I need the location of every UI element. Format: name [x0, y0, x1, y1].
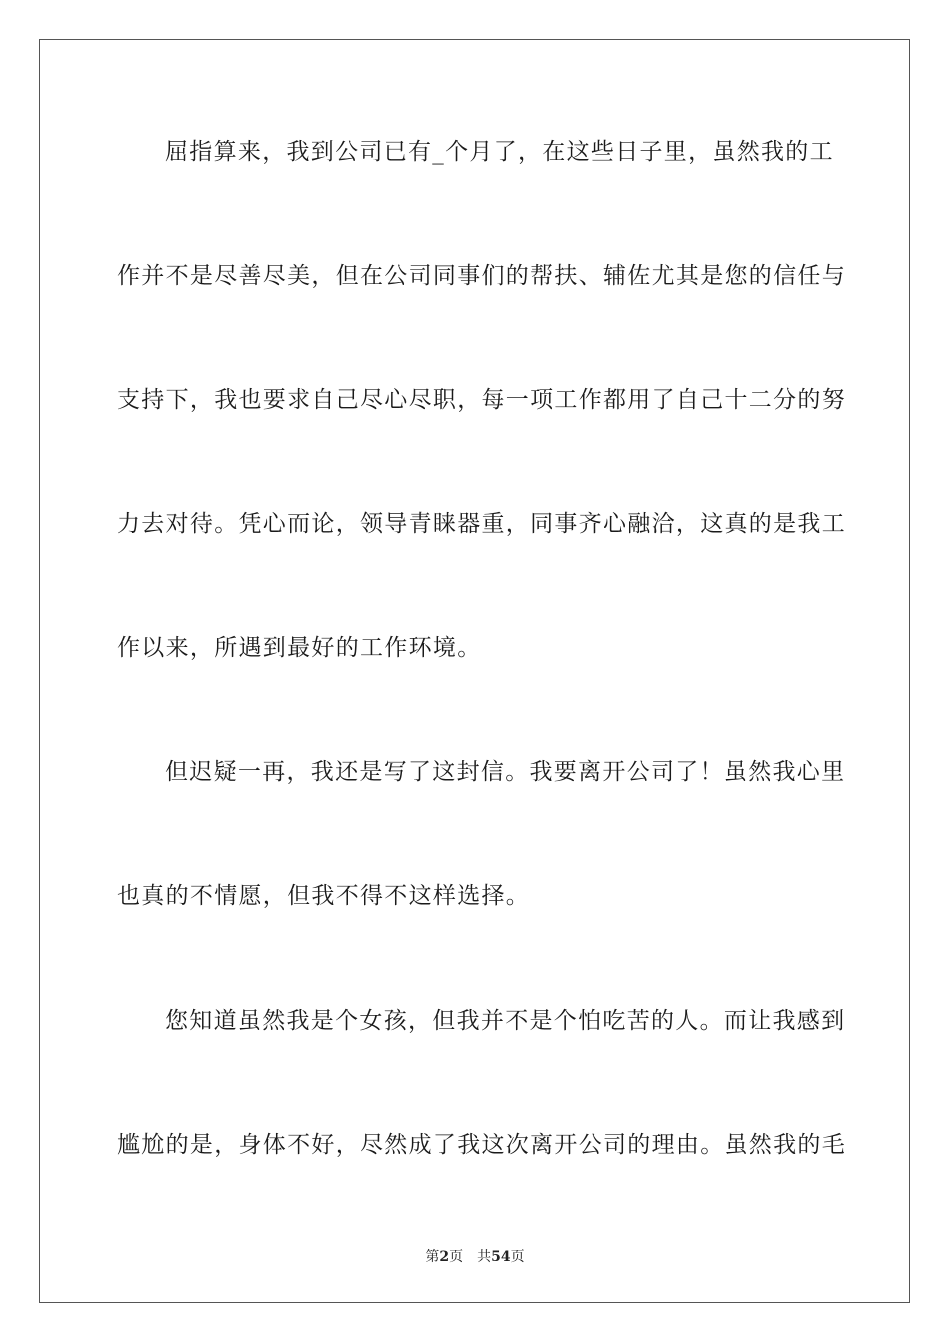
paragraph-3-line-1: 您知道虽然我是个女孩，但我并不是个怕吃苦的人。而让我感到 [165, 1008, 846, 1034]
total-suffix: 页 [510, 1249, 525, 1265]
paragraph-2-line-2: 也真的不情愿，但我不得不这样选择。 [117, 883, 531, 909]
paragraph-3-line-2: 尴尬的是，身体不好，尽然成了我这次离开公司的理由。虽然我的毛 [117, 1132, 846, 1158]
paragraph-1-line-3: 支持下，我也要求自己尽心尽职，每一项工作都用了自己十二分的努 [117, 387, 846, 413]
total-prefix: 共 [477, 1249, 492, 1265]
paragraph-1-line-2: 作并不是尽善尽美，但在公司同事们的帮扶、辅佐尤其是您的信任与 [117, 263, 846, 289]
total-pages: 54 [491, 1249, 511, 1265]
paragraph-1-line-1: 屈指算来，我到公司已有_个月了，在这些日子里，虽然我的工 [165, 139, 834, 165]
paragraph-1-line-4: 力去对待。凭心而论，领导青睐器重，同事齐心融洽，这真的是我工 [117, 511, 846, 537]
page-prefix: 第 [425, 1249, 440, 1265]
page-number: 2 [439, 1249, 450, 1265]
paragraph-2-line-1: 但迟疑一再，我还是写了这封信。我要离开公司了！虽然我心里 [165, 759, 846, 785]
page-suffix: 页 [449, 1249, 464, 1265]
paragraph-1-line-5: 作以来，所遇到最好的工作环境。 [117, 635, 482, 661]
page-frame [39, 39, 910, 1303]
page-footer [0, 1248, 950, 1266]
